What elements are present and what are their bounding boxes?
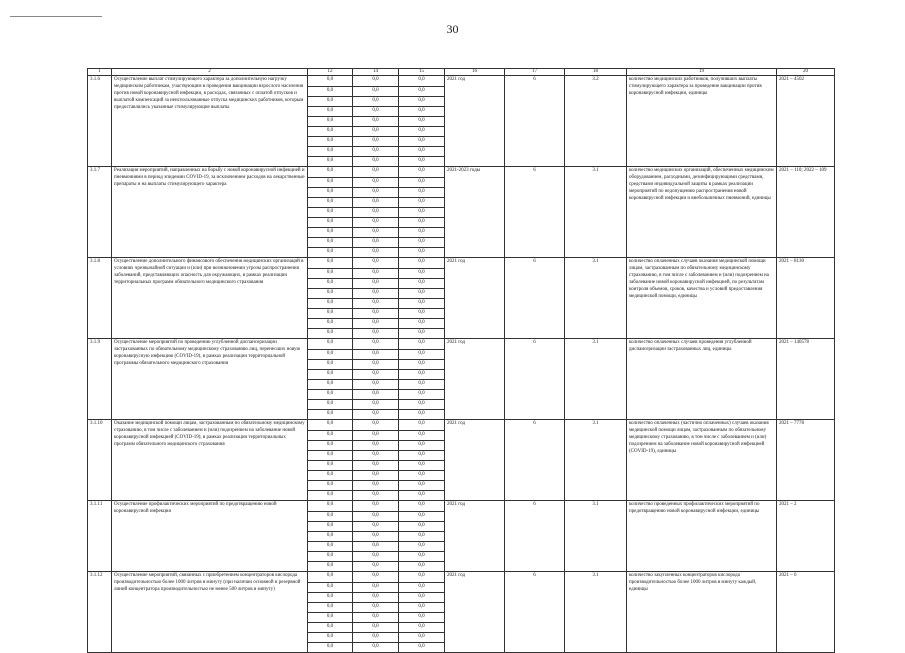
value-cell: 0,0	[308, 339, 353, 350]
value-cell: 0,0	[399, 593, 445, 603]
value-cell: 0,0	[308, 289, 353, 299]
value-cell: 0,0	[353, 572, 399, 583]
value-cell: 0,0	[399, 269, 445, 279]
value-cell: 0,0	[353, 380, 399, 390]
header-cell: 14	[353, 69, 399, 76]
row-col18: 3.1	[565, 501, 627, 572]
value-cell: 0,0	[353, 532, 399, 542]
value-cell: 0,0	[399, 512, 445, 522]
row-target: 2021 – 4502	[777, 76, 835, 167]
value-cell: 0,0	[308, 269, 353, 279]
value-cell: 0,0	[353, 137, 399, 147]
value-cell: 0,0	[308, 178, 353, 188]
table-row	[88, 167, 835, 178]
value-cell: 0,0	[399, 188, 445, 198]
row-col17: 6	[505, 501, 565, 572]
row-col17: 6	[505, 76, 565, 167]
value-cell: 0,0	[308, 167, 353, 178]
value-cell: 0,0	[399, 572, 445, 583]
program-table	[87, 68, 835, 653]
value-cell: 0,0	[353, 542, 399, 552]
row-indicator: количество проведенных профилактических мероприятий по предотвращению новой коронавирусной инфекции, единицы	[627, 501, 777, 572]
value-cell: 0,0	[353, 583, 399, 593]
value-cell: 0,0	[399, 137, 445, 147]
table-row	[88, 76, 835, 87]
value-cell: 0,0	[353, 451, 399, 461]
value-cell: 0,0	[399, 501, 445, 512]
value-cell: 0,0	[399, 117, 445, 127]
value-cell: 0,0	[353, 441, 399, 451]
value-cell: 0,0	[353, 431, 399, 441]
value-cell: 0,0	[399, 532, 445, 542]
row-target: 2021 – 140578	[777, 339, 835, 420]
value-cell: 0,0	[308, 431, 353, 441]
value-cell: 0,0	[353, 319, 399, 329]
value-cell: 0,0	[308, 107, 353, 117]
value-cell: 0,0	[308, 542, 353, 552]
value-cell: 0,0	[353, 512, 399, 522]
header-cell: 15	[399, 69, 445, 76]
value-cell: 0,0	[308, 512, 353, 522]
value-cell: 0,0	[353, 107, 399, 117]
value-cell: 0,0	[308, 562, 353, 572]
scan-artifact-line	[10, 16, 102, 17]
row-name: Осуществление мероприятий, связанных с приобретением концентраторов кислорода производительностью более 1000 литров в минуту (при наличии основной и резервной линий концентратора производительностью не менее 500 литров в минуту)	[112, 572, 308, 653]
value-cell: 0,0	[399, 279, 445, 289]
row-col17: 6	[505, 339, 565, 420]
table-row	[88, 258, 835, 269]
value-cell: 0,0	[308, 87, 353, 97]
value-cell: 0,0	[399, 178, 445, 188]
value-cell: 0,0	[308, 390, 353, 400]
row-code: 3.1.11	[88, 501, 112, 572]
row-col18: 3.2	[565, 76, 627, 167]
value-cell: 0,0	[353, 329, 399, 339]
value-cell: 0,0	[308, 441, 353, 451]
row-year: 2021 год	[445, 339, 505, 420]
value-cell: 0,0	[308, 309, 353, 319]
value-cell: 0,0	[308, 593, 353, 603]
row-target: 2021 – 2	[777, 501, 835, 572]
row-year: 2021 год	[445, 420, 505, 501]
row-year: 2021 год	[445, 501, 505, 572]
value-cell: 0,0	[353, 481, 399, 491]
value-cell: 0,0	[353, 188, 399, 198]
value-cell: 0,0	[308, 643, 353, 653]
value-cell: 0,0	[399, 218, 445, 228]
value-cell: 0,0	[308, 522, 353, 532]
row-indicator: количество оплаченных случаев оказания медицинской помощи лицам, застрахованным по обязательному медицинскому страхованию, в том числе с заболеванием и (или) подозрением на заболевание новой коронавирусной инфекцией, по результатам контроля объемов, сроков, качества и условий предоставления медицинской помощи, единицы	[627, 258, 777, 339]
value-cell: 0,0	[353, 390, 399, 400]
row-name: Осуществление профилактических мероприятий по предотвращению новой коронавирусной инфекции	[112, 501, 308, 572]
value-cell: 0,0	[399, 167, 445, 178]
value-cell: 0,0	[308, 198, 353, 208]
value-cell: 0,0	[308, 188, 353, 198]
value-cell: 0,0	[399, 542, 445, 552]
value-cell: 0,0	[399, 643, 445, 653]
value-cell: 0,0	[353, 279, 399, 289]
value-cell: 0,0	[399, 410, 445, 420]
value-cell: 0,0	[399, 289, 445, 299]
value-cell: 0,0	[399, 613, 445, 623]
value-cell: 0,0	[308, 370, 353, 380]
value-cell: 0,0	[308, 572, 353, 583]
row-code: 3.1.10	[88, 420, 112, 501]
row-code: 3.1.9	[88, 339, 112, 420]
value-cell: 0,0	[353, 97, 399, 107]
value-cell: 0,0	[399, 198, 445, 208]
value-cell: 0,0	[308, 481, 353, 491]
table-row	[88, 420, 835, 431]
value-cell: 0,0	[399, 562, 445, 572]
value-cell: 0,0	[308, 532, 353, 542]
value-cell: 0,0	[353, 613, 399, 623]
row-year: 2021 год	[445, 76, 505, 167]
value-cell: 0,0	[353, 522, 399, 532]
value-cell: 0,0	[399, 329, 445, 339]
row-name: Реализация мероприятий, направленных на борьбу с новой коронавирусной инфекцией и пневмониями в период эпидемии COVID-19, за исключением расходов на лекарственные препараты и на выплаты стимулирующего характера	[112, 167, 308, 258]
value-cell: 0,0	[399, 370, 445, 380]
table-row	[88, 339, 835, 350]
value-cell: 0,0	[353, 643, 399, 653]
value-cell: 0,0	[353, 400, 399, 410]
row-code: 3.1.12	[88, 572, 112, 653]
value-cell: 0,0	[353, 593, 399, 603]
value-cell: 0,0	[353, 623, 399, 633]
value-cell: 0,0	[399, 633, 445, 643]
value-cell: 0,0	[308, 137, 353, 147]
value-cell: 0,0	[399, 228, 445, 238]
header-cell: 12	[308, 69, 353, 76]
value-cell: 0,0	[399, 390, 445, 400]
value-cell: 0,0	[399, 552, 445, 562]
value-cell: 0,0	[399, 208, 445, 218]
value-cell: 0,0	[353, 208, 399, 218]
value-cell: 0,0	[353, 269, 399, 279]
value-cell: 0,0	[308, 329, 353, 339]
row-name: Осуществление выплат стимулирующего характера за дополнительную нагрузку медицинским работникам, участвующим в проведении вакцинации взрослого населения против новой коронавирусной инфекции, в расходах, связанных с оплатой отпусков и выплатой компенсаций за неиспользованные отпуска медицинских работников, которым предоставлялись указанные стимулирующие выплаты	[112, 76, 308, 167]
value-cell: 0,0	[353, 633, 399, 643]
row-target: 2021 – 6	[777, 572, 835, 653]
value-cell: 0,0	[353, 248, 399, 258]
value-cell: 0,0	[308, 127, 353, 137]
value-cell: 0,0	[353, 289, 399, 299]
value-cell: 0,0	[353, 410, 399, 420]
value-cell: 0,0	[399, 360, 445, 370]
row-col18: 3.1	[565, 572, 627, 653]
row-indicator: количество медицинских работников, получивших выплаты стимулирующего характера за проведение вакцинации против коронавирусной инфекции, единицы	[627, 76, 777, 167]
value-cell: 0,0	[399, 127, 445, 137]
value-cell: 0,0	[308, 380, 353, 390]
value-cell: 0,0	[308, 218, 353, 228]
value-cell: 0,0	[353, 461, 399, 471]
row-code: 3.1.6	[88, 76, 112, 167]
value-cell: 0,0	[308, 248, 353, 258]
value-cell: 0,0	[353, 117, 399, 127]
row-year: 2021 год	[445, 258, 505, 339]
value-cell: 0,0	[308, 299, 353, 309]
row-col17: 6	[505, 572, 565, 653]
value-cell: 0,0	[308, 238, 353, 248]
value-cell: 0,0	[399, 380, 445, 390]
row-year: 2021-2023 годы	[445, 167, 505, 258]
row-code: 3.1.8	[88, 258, 112, 339]
row-name: Осуществление мероприятий по проведению углубленной диспансеризации застрахованных по обязательному медицинскому страхованию лиц, перенесших новую коронавирусную инфекцию (COVID-19), в рамках реализации территориальной программы обязательного медицинского страхования	[112, 339, 308, 420]
value-cell: 0,0	[353, 501, 399, 512]
row-indicator: количество медицинских организаций, обеспеченных медицинским оборудованием, расходными, дезинфицирующими средствами, средствами индивидуальной защиты в рамках реализации мероприятий по недопущению распространения новой коронавирусной инфекции и внебольничных пневмоний, единицы	[627, 167, 777, 258]
value-cell: 0,0	[399, 87, 445, 97]
row-target: 2021 – 110; 2022 – 109	[777, 167, 835, 258]
value-cell: 0,0	[353, 198, 399, 208]
value-cell: 0,0	[353, 178, 399, 188]
row-col18: 3.1	[565, 258, 627, 339]
value-cell: 0,0	[308, 279, 353, 289]
header-cell: 2	[112, 69, 308, 76]
row-col17: 6	[505, 420, 565, 501]
value-cell: 0,0	[308, 583, 353, 593]
value-cell: 0,0	[353, 562, 399, 572]
row-name: Осуществление дополнительного финансового обеспечения медицинских организаций в условиях чрезвычайной ситуации и (или) при возникновении угрозы распространения заболеваний, представляющих опасность для окружающих, в рамках реализации территориальных программ обязательного медицинского страхования	[112, 258, 308, 339]
value-cell: 0,0	[399, 97, 445, 107]
value-cell: 0,0	[399, 339, 445, 350]
header-cell: 20	[777, 69, 835, 76]
value-cell: 0,0	[399, 107, 445, 117]
value-cell: 0,0	[399, 481, 445, 491]
row-code: 3.1.7	[88, 167, 112, 258]
header-cell: 17	[505, 69, 565, 76]
value-cell: 0,0	[308, 613, 353, 623]
row-indicator: количество закупленных концентраторов кислорода производительностью более 1000 литров в минуту каждый, единицы	[627, 572, 777, 653]
value-cell: 0,0	[353, 339, 399, 350]
row-col18: 3.1	[565, 339, 627, 420]
value-cell: 0,0	[399, 623, 445, 633]
value-cell: 0,0	[399, 248, 445, 258]
value-cell: 0,0	[399, 522, 445, 532]
value-cell: 0,0	[399, 400, 445, 410]
value-cell: 0,0	[353, 238, 399, 248]
value-cell: 0,0	[353, 157, 399, 167]
row-col17: 6	[505, 167, 565, 258]
value-cell: 0,0	[353, 87, 399, 97]
value-cell: 0,0	[399, 147, 445, 157]
value-cell: 0,0	[308, 97, 353, 107]
value-cell: 0,0	[308, 350, 353, 360]
value-cell: 0,0	[308, 461, 353, 471]
value-cell: 0,0	[308, 147, 353, 157]
row-col18: 3.1	[565, 420, 627, 501]
value-cell: 0,0	[353, 552, 399, 562]
value-cell: 0,0	[308, 228, 353, 238]
value-cell: 0,0	[399, 157, 445, 167]
value-cell: 0,0	[399, 441, 445, 451]
header-cell: 18	[565, 69, 627, 76]
row-year: 2021 год	[445, 572, 505, 653]
value-cell: 0,0	[308, 400, 353, 410]
row-indicator: количество оплаченных случаев проведения углубленной диспансеризации застрахованных лиц, единицы	[627, 339, 777, 420]
value-cell: 0,0	[308, 157, 353, 167]
value-cell: 0,0	[353, 127, 399, 137]
value-cell: 0,0	[353, 76, 399, 87]
value-cell: 0,0	[353, 370, 399, 380]
header-cell: 1	[88, 69, 112, 76]
value-cell: 0,0	[399, 451, 445, 461]
header-cell: 16	[445, 69, 505, 76]
value-cell: 0,0	[308, 76, 353, 87]
value-cell: 0,0	[399, 350, 445, 360]
value-cell: 0,0	[353, 228, 399, 238]
header-row	[88, 69, 835, 76]
value-cell: 0,0	[399, 603, 445, 613]
value-cell: 0,0	[353, 299, 399, 309]
value-cell: 0,0	[308, 258, 353, 269]
value-cell: 0,0	[308, 552, 353, 562]
value-cell: 0,0	[399, 319, 445, 329]
value-cell: 0,0	[399, 471, 445, 481]
value-cell: 0,0	[308, 420, 353, 431]
value-cell: 0,0	[308, 360, 353, 370]
value-cell: 0,0	[308, 208, 353, 218]
value-cell: 0,0	[399, 461, 445, 471]
value-cell: 0,0	[399, 583, 445, 593]
value-cell: 0,0	[353, 491, 399, 501]
value-cell: 0,0	[399, 491, 445, 501]
value-cell: 0,0	[308, 410, 353, 420]
value-cell: 0,0	[399, 238, 445, 248]
value-cell: 0,0	[353, 420, 399, 431]
page-number: 30	[446, 22, 459, 36]
value-cell: 0,0	[353, 350, 399, 360]
value-cell: 0,0	[353, 471, 399, 481]
value-cell: 0,0	[353, 258, 399, 269]
header-cell: 19	[627, 69, 777, 76]
value-cell: 0,0	[399, 309, 445, 319]
row-target: 2021 – 8130	[777, 258, 835, 339]
value-cell: 0,0	[353, 360, 399, 370]
row-name: Оказание медицинской помощи лицам, застрахованным по обязательному медицинскому страхованию, в том числе с заболеванием и (или) подозрением на заболевание новой коронавирусной инфекцией (COVID-19), в рамках реализации территориальных программ обязательного медицинского страхования	[112, 420, 308, 501]
row-indicator: количество оплаченных (частично оплаченных) случаев оказания медицинской помощи лицам, застрахованным по обязательному медицинскому страхованию, в том числе с заболеванием и (или) подозрением на заболевание новой коронавирусной инфекцией (COVID-19), единицы	[627, 420, 777, 501]
row-target: 2021 – 7778	[777, 420, 835, 501]
value-cell: 0,0	[399, 76, 445, 87]
value-cell: 0,0	[308, 633, 353, 643]
value-cell: 0,0	[353, 147, 399, 157]
row-col17: 6	[505, 258, 565, 339]
value-cell: 0,0	[308, 319, 353, 329]
value-cell: 0,0	[399, 420, 445, 431]
value-cell: 0,0	[308, 623, 353, 633]
row-col18: 3.1	[565, 167, 627, 258]
value-cell: 0,0	[399, 431, 445, 441]
value-cell: 0,0	[308, 117, 353, 127]
value-cell: 0,0	[353, 218, 399, 228]
value-cell: 0,0	[399, 299, 445, 309]
value-cell: 0,0	[308, 491, 353, 501]
table-row	[88, 501, 835, 512]
value-cell: 0,0	[353, 167, 399, 178]
value-cell: 0,0	[308, 501, 353, 512]
value-cell: 0,0	[399, 258, 445, 269]
value-cell: 0,0	[353, 309, 399, 319]
value-cell: 0,0	[308, 471, 353, 481]
value-cell: 0,0	[308, 603, 353, 613]
table-row	[88, 572, 835, 583]
value-cell: 0,0	[353, 603, 399, 613]
value-cell: 0,0	[308, 451, 353, 461]
